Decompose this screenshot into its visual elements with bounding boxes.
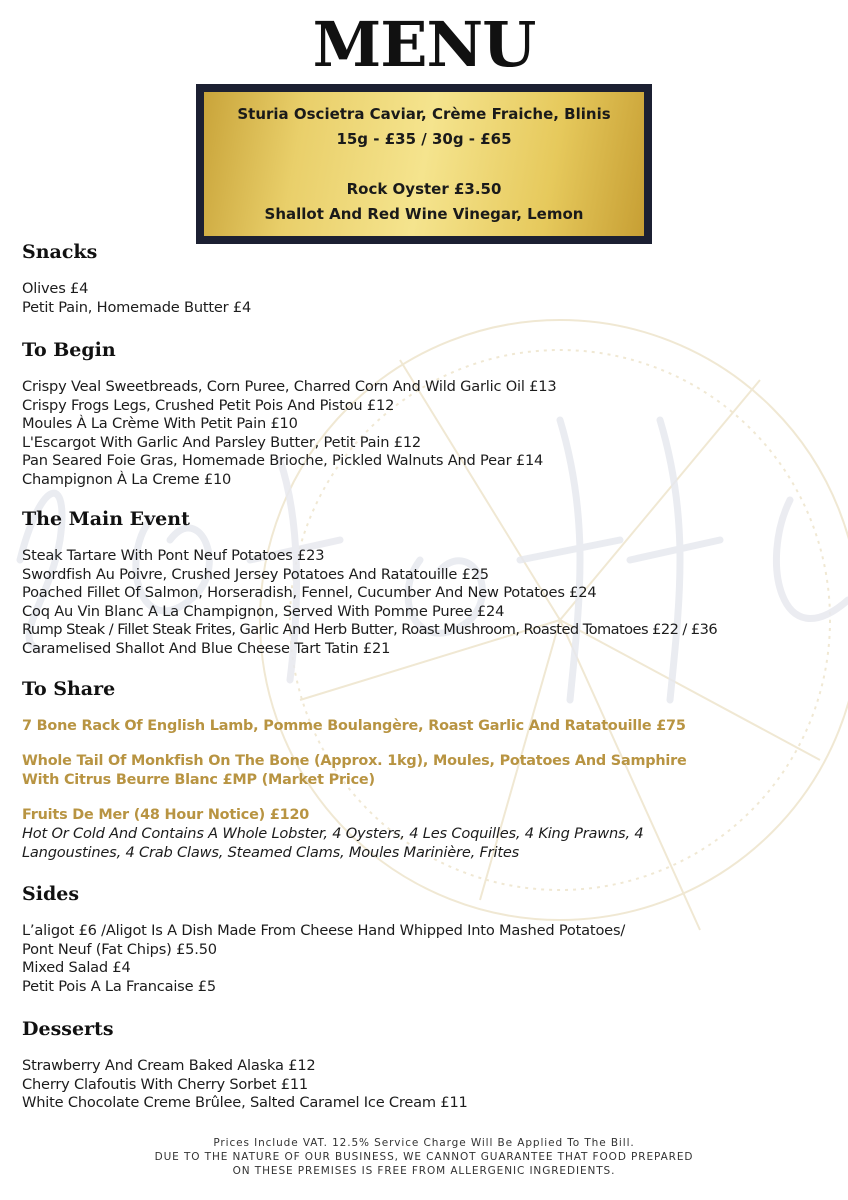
share-item-monkfish	[22, 752, 838, 790]
menu-item: Pan Seared Foie Gras, Homemade Brioche, Pickled Walnuts And Pear £14	[22, 452, 544, 470]
page-title: MENU	[312, 8, 536, 81]
menu-item: Crispy Frogs Legs, Crushed Petit Pois And Pistou £12	[22, 396, 395, 414]
menu-item: Mixed Salad £4	[22, 959, 131, 977]
oyster-accompaniment: Shallot And Red Wine Vinegar, Lemon	[264, 204, 584, 223]
section-sides	[22, 882, 838, 996]
featured-box	[196, 84, 652, 244]
share-item-fruits-de-mer: Fruits De Mer (48 Hour Notice) £120	[22, 807, 310, 823]
section-to-share	[22, 677, 838, 862]
menu-item: Cherry Clafoutis With Cherry Sorbet £11	[22, 1075, 309, 1093]
share-item-line: With Citrus Beurre Blanc £MP (Market Price)	[22, 772, 375, 788]
section-snacks	[22, 240, 838, 317]
menu-item: Caramelised Shallot And Blue Cheese Tart Tatin £21	[22, 639, 391, 657]
menu-item: L’aligot £6 /Aligot Is A Dish Made From Cheese Hand Whipped Into Mashed Potatoes/	[22, 922, 626, 939]
menu-item: White Chocolate Creme Brûlee, Salted Caramel Ice Cream £11	[22, 1094, 468, 1112]
menu-item: Steak Tartare With Pont Neuf Potatoes £23	[22, 547, 325, 564]
caviar-line: Sturia Oscietra Caviar, Crème Fraiche, Blinis	[237, 104, 611, 123]
description-line: Hot Or Cold And Contains A Whole Lobster, 4 Oysters, 4 Les Coquilles, 4 King Prawns, 4	[22, 825, 644, 842]
footer-allergen-line: ON THESE PREMISES IS FREE FROM ALLERGENIC INGREDIENTS.	[232, 1165, 616, 1177]
footer-allergen-line: DUE TO THE NATURE OF OUR BUSINESS, WE CANNOT GUARANTEE THAT FOOD PREPARED	[154, 1151, 694, 1163]
section-desserts	[22, 1017, 838, 1113]
menu-item: Coq Au Vin Blanc A La Champignon, Served With Pomme Puree £24	[22, 602, 505, 620]
section-to-begin	[22, 338, 838, 490]
menu-item: L'Escargot With Garlic And Parsley Butter, Petit Pain £12	[22, 433, 422, 451]
share-item-description	[22, 825, 838, 862]
section-main-event	[22, 507, 838, 659]
oyster-line: Rock Oyster £3.50	[346, 179, 502, 198]
section-heading: To Begin	[22, 339, 116, 361]
menu-item: Petit Pois A La Francaise £5	[22, 977, 216, 995]
menu-item: Poached Fillet Of Salmon, Horseradish, Fennel, Cucumber And New Potatoes £24	[22, 584, 597, 602]
section-heading: The Main Event	[22, 508, 190, 530]
share-item-lamb: 7 Bone Rack Of English Lamb, Pomme Boulangère, Roast Garlic And Ratatouille £75	[22, 718, 686, 734]
section-heading: Desserts	[22, 1018, 114, 1040]
footer-notice	[0, 1136, 848, 1178]
menu-item: Olives £4	[22, 280, 89, 297]
section-heading: Sides	[22, 883, 80, 905]
menu-item: Rump Steak / Fillet Steak Frites, Garlic And Herb Butter, Roast Mushroom, Roasted Tomatoes £22 / £36	[22, 621, 718, 639]
section-heading: Snacks	[22, 241, 98, 263]
caviar-price: 15g - £35 / 30g - £65	[336, 129, 512, 148]
footer-vat-line: Prices Include VAT. 12.5% Service Charge Will Be Applied To The Bill.	[213, 1137, 635, 1149]
menu-item: Strawberry And Cream Baked Alaska £12	[22, 1057, 316, 1074]
menu-item: Pont Neuf (Fat Chips) £5.50	[22, 940, 217, 958]
menu-item: Crispy Veal Sweetbreads, Corn Puree, Charred Corn And Wild Garlic Oil £13	[22, 378, 557, 395]
section-heading: To Share	[22, 678, 116, 700]
menu-item: Champignon À La Creme £10	[22, 470, 232, 488]
menu-item: Petit Pain, Homemade Butter £4	[22, 298, 252, 316]
share-item-line: Whole Tail Of Monkfish On The Bone (Approx. 1kg), Moules, Potatoes And Samphire	[22, 753, 687, 769]
menu-item: Moules À La Crème With Petit Pain £10	[22, 415, 298, 433]
menu-item: Swordfish Au Poivre, Crushed Jersey Potatoes And Ratatouille £25	[22, 565, 489, 583]
description-line: Langoustines, 4 Crab Claws, Steamed Clams, Moules Marinière, Frites	[22, 843, 520, 861]
